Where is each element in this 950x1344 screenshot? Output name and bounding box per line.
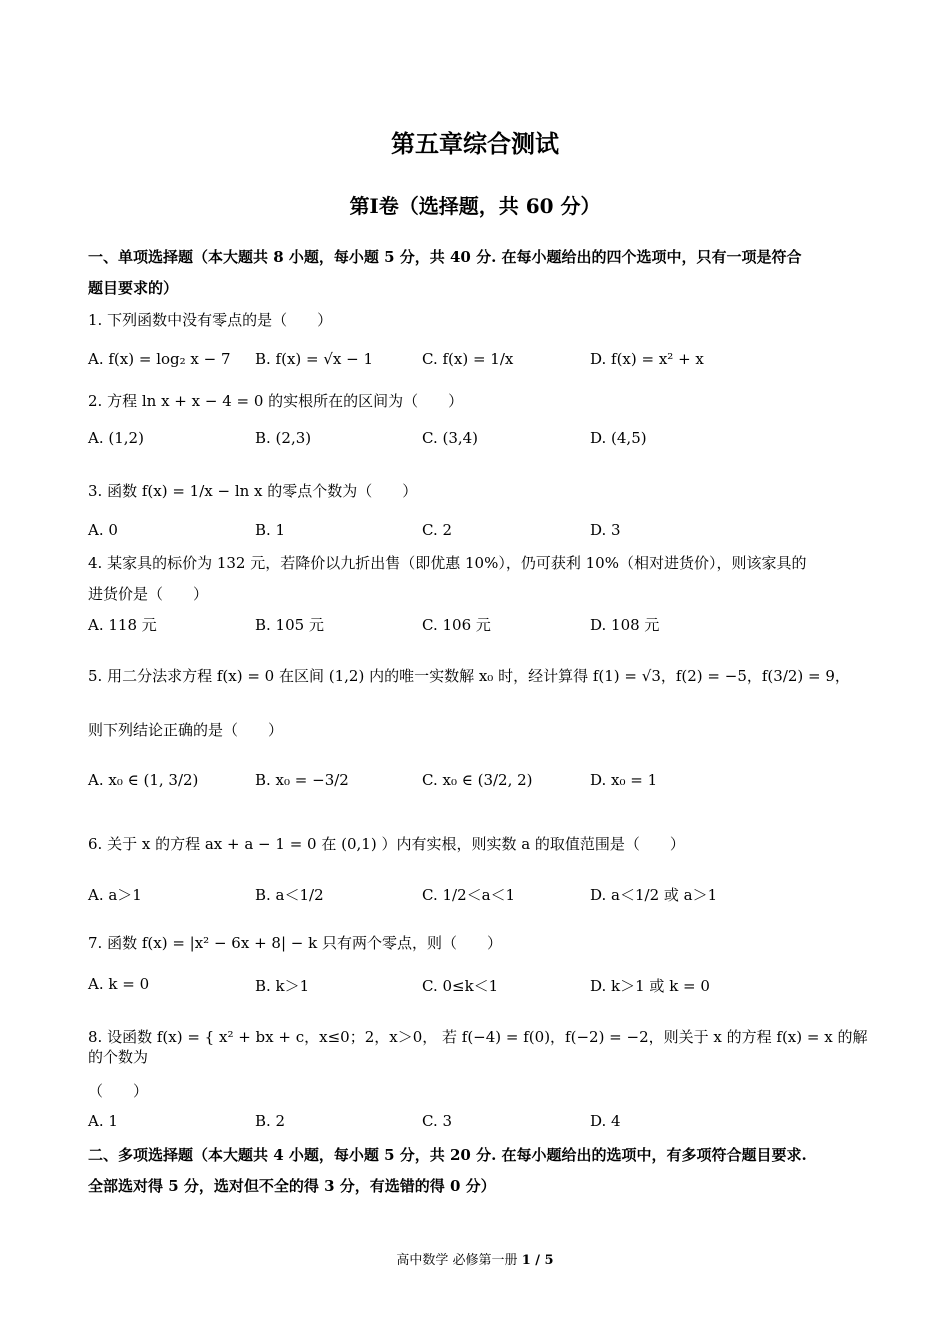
page-title: 第五章综合测试 bbox=[391, 129, 559, 158]
question-5-stem-line1: 5. 用二分法求方程 f(x) = 0 在区间 (1,2) 内的唯一实数解 x₀ 时，经计算得 f(1) = √3，f(2) = −5，f(3/2) = 9， bbox=[88, 667, 850, 685]
q4-option-d: D. 108 元 bbox=[590, 616, 660, 634]
q6-option-c: C. 1/2＜a＜1 bbox=[422, 886, 516, 904]
question-5-stem-line2: 则下列结论正确的是（ ） bbox=[88, 721, 284, 739]
q4-option-c: C. 106 元 bbox=[422, 616, 491, 634]
q1-option-c: C. f(x) = 1/x bbox=[422, 350, 514, 368]
q2-option-a: A. (1,2) bbox=[88, 429, 144, 447]
q7-option-b: B. k＞1 bbox=[255, 977, 310, 995]
q8-option-c: C. 3 bbox=[422, 1112, 453, 1130]
q8-option-a: A. 1 bbox=[88, 1112, 118, 1130]
q4-option-a: A. 118 元 bbox=[88, 616, 157, 634]
q2-option-b: B. (2,3) bbox=[255, 429, 312, 447]
q7-option-c: C. 0≤k＜1 bbox=[422, 977, 499, 995]
question-7-stem: 7. 函数 f(x) = |x² − 6x + 8| − k 只有两个零点，则（ ） bbox=[88, 934, 502, 952]
q5-option-d: D. x₀ = 1 bbox=[590, 771, 658, 789]
q4-option-b: B. 105 元 bbox=[255, 616, 324, 634]
question-4-stem-line2: 进货价是（ ） bbox=[88, 585, 209, 603]
q7-option-d: D. k＞1 或 k = 0 bbox=[590, 977, 710, 995]
q6-option-b: B. a＜1/2 bbox=[255, 886, 324, 904]
q1-option-b: B. f(x) = √x − 1 bbox=[255, 350, 374, 368]
q8-option-b: B. 2 bbox=[255, 1112, 286, 1130]
q1-option-a: A. f(x) = log₂ x − 7 bbox=[88, 350, 231, 368]
q3-option-a: A. 0 bbox=[88, 521, 118, 539]
page-footer bbox=[0, 1249, 950, 1268]
section1-heading-line1: 一、单项选择题（本大题共 8 小题，每小题 5 分，共 40 分. 在每小题给出的四个选项中，只有一项是符合 bbox=[88, 248, 802, 266]
question-8-stem-line1: 8. 设函数 f(x) = { x² + bx + c，x≤0；2，x＞0， 若 f(−4) = f(0)，f(−2) = −2，则关于 x 的方程 f(x) = x 的解的个数为 bbox=[88, 1028, 868, 1066]
question-8-stem-line2: （ ） bbox=[88, 1082, 149, 1100]
q6-option-a: A. a＞1 bbox=[88, 886, 142, 904]
page-subtitle: 第Ⅰ卷（选择题，共 60 分） bbox=[349, 194, 601, 218]
question-6-stem: 6. 关于 x 的方程 ax + a − 1 = 0 在 (0,1) ）内有实根，则实数 a 的取值范围是（ ） bbox=[88, 835, 685, 853]
footer-book-label: 高中数学 必修第一册 bbox=[396, 1253, 518, 1268]
q5-option-c: C. x₀ ∈ (3/2, 2) bbox=[422, 771, 533, 789]
q5-option-a: A. x₀ ∈ (1, 3/2) bbox=[88, 771, 199, 789]
q7-option-a: A. k = 0 bbox=[88, 975, 150, 993]
q3-option-c: C. 2 bbox=[422, 521, 453, 539]
section2-heading-line2: 全部选对得 5 分，选对但不全的得 3 分，有选错的得 0 分） bbox=[88, 1177, 496, 1195]
question-2-stem: 2. 方程 ln x + x − 4 = 0 的实根所在的区间为（ ） bbox=[88, 392, 464, 410]
section2-heading-line1: 二、多项选择题（本大题共 4 小题，每小题 5 分，共 20 分. 在每小题给出的选项中，有多项符合题目要求. bbox=[88, 1146, 807, 1164]
q8-option-d: D. 4 bbox=[590, 1112, 621, 1130]
q5-option-b: B. x₀ = −3/2 bbox=[255, 771, 349, 789]
question-3-stem: 3. 函数 f(x) = 1/x − ln x 的零点个数为（ ） bbox=[88, 482, 418, 500]
q3-option-b: B. 1 bbox=[255, 521, 286, 539]
section1-heading-line2: 题目要求的） bbox=[88, 279, 179, 297]
question-1-stem: 1. 下列函数中没有零点的是（ ） bbox=[88, 311, 333, 329]
q2-option-c: C. (3,4) bbox=[422, 429, 479, 447]
q3-option-d: D. 3 bbox=[590, 521, 621, 539]
q2-option-d: D. (4,5) bbox=[590, 429, 647, 447]
q1-option-d: D. f(x) = x² + x bbox=[590, 350, 704, 368]
footer-page-number: 1 / 5 bbox=[521, 1253, 554, 1268]
q6-option-d: D. a＜1/2 或 a＞1 bbox=[590, 886, 718, 904]
question-4-stem-line1: 4. 某家具的标价为 132 元，若降价以九折出售（即优惠 10%），仍可获利 10%（相对进货价），则该家具的 bbox=[88, 554, 807, 572]
